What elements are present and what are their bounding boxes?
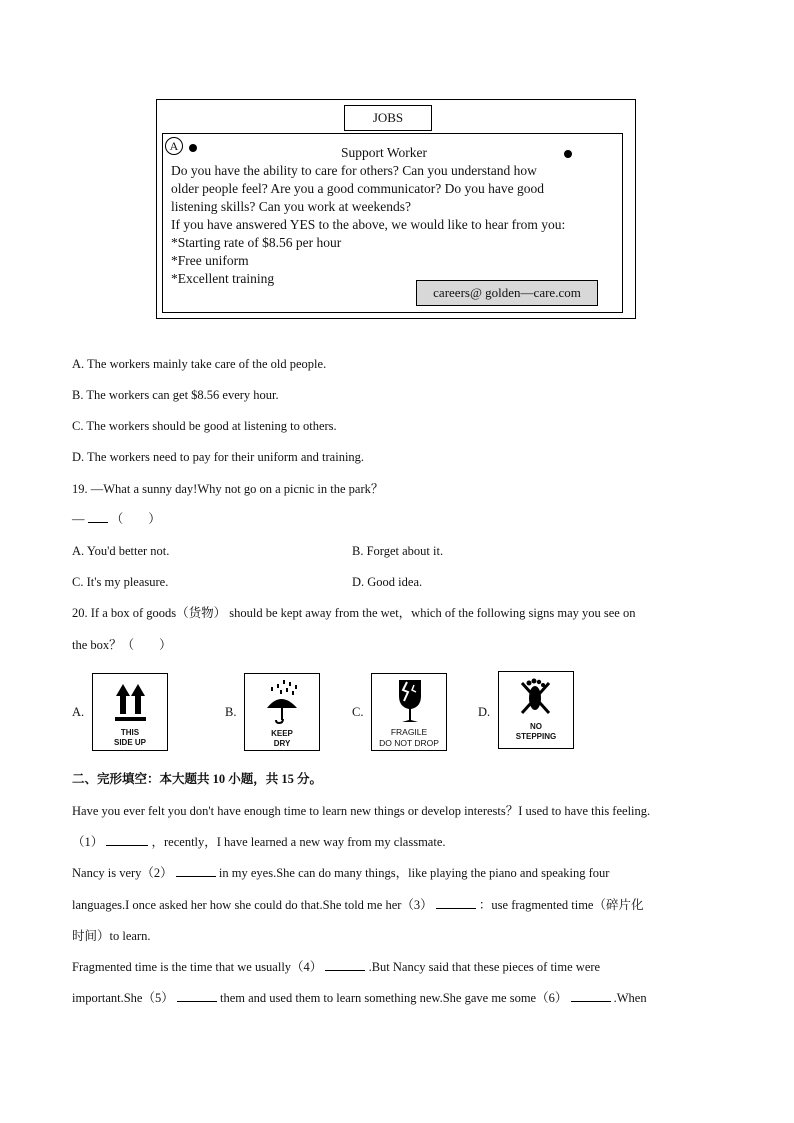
sign-fragile xyxy=(371,673,447,751)
umbrella-rain-icon xyxy=(245,674,318,728)
ad-line: If you have answered YES to the above, we would like to hear from you: xyxy=(171,217,566,232)
sign-no-stepping xyxy=(498,671,574,749)
cloze-p2-line2-a: languages.I once asked her how she could do that.She told me her（3） xyxy=(72,898,433,912)
bullet-dot-icon xyxy=(564,150,572,158)
cloze-p3-line2-a: important.She（5） xyxy=(72,991,174,1005)
q18-option-a: A. The workers mainly take care of the old people. xyxy=(72,357,327,371)
cloze-p1-line2-text: ，recently，I have learned a new way from my classmate. xyxy=(151,835,446,849)
sign-keep-dry xyxy=(244,673,320,751)
blank-5 xyxy=(177,1001,217,1002)
blank-3 xyxy=(436,908,476,909)
ad-line: Do you have the ability to care for others? Can you understand how xyxy=(171,163,537,178)
cloze-p2-line3: 时间）to learn. xyxy=(72,929,151,943)
bullet-dot-icon xyxy=(189,144,197,152)
cloze-p3-line1-b: .But Nancy said that these pieces of time were xyxy=(368,960,601,974)
no-stepping-icon xyxy=(499,672,572,724)
blank-2 xyxy=(176,876,216,877)
q20-option-b-letter: B. xyxy=(225,705,237,719)
sign-this-side-up xyxy=(92,673,168,751)
q19-blank xyxy=(88,522,108,523)
q20-option-c-letter: C. xyxy=(352,705,364,719)
sign-a-line2: SIDE UP xyxy=(113,738,146,747)
q19-option-c: C. It's my pleasure. xyxy=(72,575,169,589)
q18-option-c: C. The workers should be good at listening to others. xyxy=(72,419,337,433)
cloze-p3-line2-b: them and used them to learn something new.She gave me some（6） xyxy=(219,991,568,1005)
cloze-p1-line1: Have you ever felt you don't have enough time to learn new things or develop interests？I used to have this feeling. xyxy=(72,804,651,818)
sign-c-line1: FRAGILE xyxy=(390,727,428,737)
q19-paren: （ ） xyxy=(110,512,161,526)
ad-line: *Starting rate of $8.56 per hour xyxy=(171,235,342,250)
section2-heading: 二、完形填空：本大题共 10 小题，共 15 分。 xyxy=(72,772,323,786)
cloze-p2-line1-a: Nancy is very（2） xyxy=(72,866,173,880)
sign-a-line1: THIS xyxy=(120,728,140,737)
ad-email: careers@ golden—care.com xyxy=(416,280,598,306)
q19-option-b: B. Forget about it. xyxy=(352,544,444,558)
blank-1 xyxy=(106,845,148,846)
cloze-p3-line1 xyxy=(72,958,600,976)
broken-glass-icon xyxy=(372,674,445,726)
ad-line: older people feel? Are you a good communicator? Do you have good xyxy=(171,181,545,196)
q19-option-a: A. You'd better not. xyxy=(72,544,170,558)
q19-answer-line xyxy=(72,510,161,528)
cloze-p3-line2-c: .When xyxy=(613,991,647,1005)
cloze-p2-line2 xyxy=(72,896,643,914)
ad-line: *Excellent training xyxy=(171,271,275,286)
cloze-p2-line2-b: ：use fragmented time（碎片化 xyxy=(478,898,644,912)
blank-6 xyxy=(571,1001,611,1002)
cloze-p2-line1 xyxy=(72,864,609,882)
cloze-p3-line2 xyxy=(72,989,647,1007)
cloze-p2-line1-b: in my eyes.She can do many things，like playing the piano and speaking four xyxy=(218,866,610,880)
sign-b-line2: DRY xyxy=(273,739,291,748)
jobs-title: JOBS xyxy=(344,105,432,131)
blank-1-label: （1） xyxy=(72,835,104,849)
q20-option-d-letter: D. xyxy=(478,705,491,719)
q19-option-d: D. Good idea. xyxy=(352,575,423,589)
sign-d-line1: NO xyxy=(530,722,542,731)
q20-stem-line1: 20. If a box of goods（货物） should be kept away from the wet，which of the following signs may you see on xyxy=(72,606,636,620)
q18-option-d: D. The workers need to pay for their uniform and training. xyxy=(72,450,365,464)
sign-d-line2: STEPPING xyxy=(515,732,557,741)
up-arrows-icon xyxy=(93,674,166,726)
q18-option-b: B. The workers can get $8.56 every hour. xyxy=(72,388,279,402)
cloze-p3-line1-a: Fragmented time is the time that we usually（4） xyxy=(72,960,323,974)
sign-b-line1: KEEP xyxy=(271,729,293,738)
sign-c-line2: DO NOT DROP xyxy=(379,738,439,748)
q20-stem-line2: the box？（ ） xyxy=(72,638,172,652)
q20-option-a-letter: A. xyxy=(72,705,85,719)
q19-stem: 19. —What a sunny day!Why not go on a picnic in the park？ xyxy=(72,482,384,496)
blank-4 xyxy=(325,970,365,971)
cloze-p1-line2 xyxy=(72,833,446,851)
ad-label-a: A xyxy=(165,137,183,155)
q19-dash: — xyxy=(72,512,85,526)
ad-heading: Support Worker xyxy=(341,145,428,160)
ad-line: listening skills? Can you work at weekends? xyxy=(171,199,411,214)
ad-line: *Free uniform xyxy=(171,253,249,268)
